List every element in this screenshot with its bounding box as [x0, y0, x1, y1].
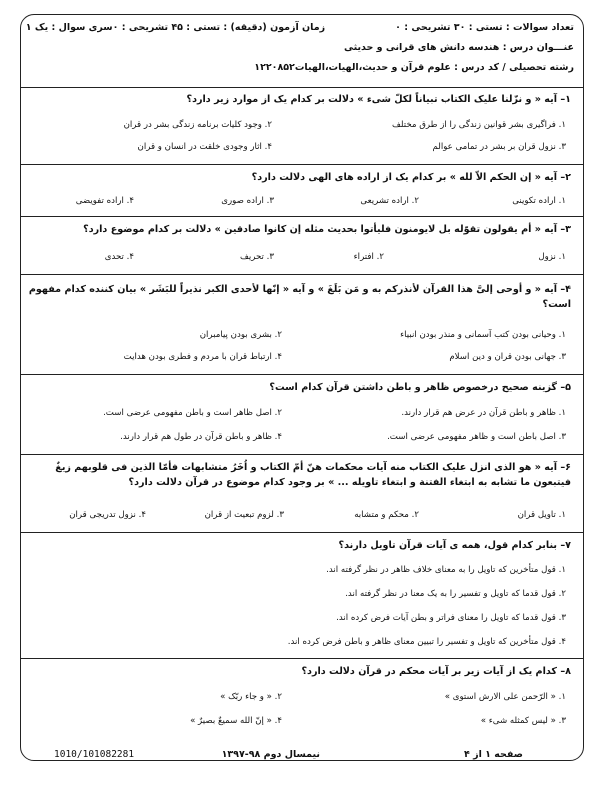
q7-option-4[interactable]: ۴. قول متأخرین که تاویل و تفسیر را تبیین معنای ظاهر و باطن فرض کرده اند. — [287, 637, 566, 647]
divider — [20, 164, 584, 165]
q8-option-2[interactable]: ۲. « و جاء ربّک » — [220, 692, 282, 702]
divider — [20, 658, 584, 659]
q6-option-3[interactable]: ۳. لزوم تبعیت از قران — [204, 510, 284, 520]
q5-option-3[interactable]: ۳. اصل باطن است و ظاهر مفهومی عرضی است. — [387, 432, 566, 442]
divider — [20, 274, 584, 275]
q2-option-2[interactable]: ۲. اراده تشریعی — [360, 196, 419, 206]
exam-footer — [20, 749, 584, 769]
q7-option-1[interactable]: ۱. قول متأخرین که تاویل را به معنای خلاف ظاهر در نظر گرفته اند. — [326, 565, 566, 575]
q6-option-4[interactable]: ۴. نزول تدریجی قران — [69, 510, 146, 520]
q1-option-2[interactable]: ۲. وجود کلیات برنامه زندگی بشر در قران — [123, 120, 272, 130]
course-title: عنـــوان درس : هندسه دانش های قرانی و حدیثی — [343, 41, 574, 53]
q3-option-2[interactable]: ۲. افتراء — [353, 252, 384, 262]
question-8: ۸– کدام یک از آیات زیر بر آیات محکم در قرآن دلالت دارد؟ — [301, 666, 571, 677]
q4-option-1[interactable]: ۱. وحیانی بودن کتب آسمانی و منذر بودن انبیاء — [400, 330, 566, 340]
q1-option-3[interactable]: ۳. نزول قران بر بشر در تمامی عوالم — [432, 142, 566, 152]
q7-option-2[interactable]: ۲. قول قدما که تاویل و تفسیر را به یک معنا در نظر گرفته اند. — [345, 589, 566, 599]
divider — [20, 532, 584, 533]
page-number: صفحه ۱ از ۴ — [460, 749, 527, 760]
q6-option-2[interactable]: ۲. محکم و متشابه — [354, 510, 419, 520]
series: سری سوال : یک ۱ — [25, 21, 113, 33]
q8-option-3[interactable]: ۳. « لیس کمثله شیء » — [480, 716, 566, 726]
q2-option-4[interactable]: ۴. اراده تفویضی — [75, 196, 134, 206]
q2-option-3[interactable]: ۳. اراده صوری — [221, 196, 274, 206]
question-count: تعداد سوالات : تستی : ۳۰ تشریحی : ۰ — [395, 21, 574, 33]
exam-header — [20, 14, 584, 88]
divider — [20, 374, 584, 375]
question-5: ۵– گزینه صحیح درخصوص ظاهر و باطن داشتن قرآن کدام است؟ — [269, 382, 571, 393]
q1-option-4[interactable]: ۴. اثار وجودی خلقت در انسان و قران — [137, 142, 272, 152]
question-6: ۶– آیه « هو الذی انزل علیک الکتاب منه آیات محکمات هنّ أمّ الکتاب و اُخَرُ متشابهات فأمّا الذین فی قلوبهم زیغٌ فیتبعون ما تشابه به ابتغاء الفتنة و ابتغاء تاویله ... » بر وجود کدام موضوع در قرآن دلالت دارد؟ — [55, 462, 571, 488]
q3-option-3[interactable]: ۳. تحریف — [239, 252, 274, 262]
field-code: رشته تحصیلی / کد درس : علوم قرآن و حدیث،الهیات،الهیات۱۲۲۰۸۵۲ — [254, 61, 574, 73]
q3-option-1[interactable]: ۱. نزول — [538, 252, 566, 262]
q8-option-1[interactable]: ۱. « الرّحمن علی الارش استوی » — [444, 692, 566, 702]
question-2: ۲– آیه « إن الحکم الاّ لله » بر کدام یک از اراده های الهی دلالت دارد؟ — [251, 172, 571, 183]
header-row-2 — [20, 38, 584, 56]
question-3: ۳– آیه « أم یقولون تقوّله بل لایومنون فلیأتوا بحدیث مثله إن کانوا صادقین » دلالت بر کدام موضوع دارد؟ — [83, 224, 571, 235]
q1-option-1[interactable]: ۱. فراگیری بشر قوانین زندگی را از طرق مختلف — [392, 120, 566, 130]
header-row-3 — [20, 58, 584, 76]
question-7: ۷– بنابر کدام قول، همه ی آیات قرآن تاویل دارند؟ — [338, 540, 571, 551]
q5-option-2[interactable]: ۲. اصل ظاهر است و باطن مفهومی عرضی است. — [103, 408, 282, 418]
question-1: ۱– آیه « و نزّلنا علیک الکتاب تبیاناً لکلّ شیء » دلالت بر کدام یک از موارد زیر دارد؟ — [186, 94, 571, 105]
q5-option-1[interactable]: ۱. ظاهر و باطن قرآن در عرض هم قرار دارند. — [401, 408, 566, 418]
q5-option-4[interactable]: ۴. ظاهر و باطن قرآن در طول هم قرار دارند. — [120, 432, 282, 442]
q8-option-4[interactable]: ۴. « إنّ الله سمیعٌ بصیرٌ » — [190, 716, 282, 726]
header-row-1 — [20, 18, 584, 36]
q4-option-2[interactable]: ۲. بشری بودن پیامبران — [199, 330, 282, 340]
divider — [20, 454, 584, 455]
q4-option-4[interactable]: ۴. ارتباط قران با مردم و فطری بودن هدایت — [123, 352, 282, 362]
divider — [20, 216, 584, 217]
question-4: ۴– آیه « و أوحی إلیَّ هذا القرآن لأنذرکم به و مَن بَلَغَ » و آیه « إنّها لأحدی الکبر نذیراً للبَشَر » بیان کننده کدام مفهوم است؟ — [28, 284, 571, 310]
q2-option-1[interactable]: ۱. اراده تکوینی — [512, 196, 566, 206]
exam-code: 1010/101082281 — [50, 749, 138, 760]
q4-option-3[interactable]: ۳. جهانی بودن قران و دین اسلام — [449, 352, 566, 362]
term-label: نیمسال دوم ۹۸-۱۳۹۷ — [218, 749, 324, 760]
q6-option-1[interactable]: ۱. تاویل قران — [517, 510, 566, 520]
q3-option-4[interactable]: ۴. تحدی — [104, 252, 134, 262]
exam-time: زمان آزمون (دقیقه) : تستی : ۴۵ تشریحی : ۰ — [112, 21, 326, 33]
q7-option-3[interactable]: ۳. قول قدما که تاویل را معنای فراتر و بطن آیات فرض کرده اند. — [336, 613, 566, 623]
